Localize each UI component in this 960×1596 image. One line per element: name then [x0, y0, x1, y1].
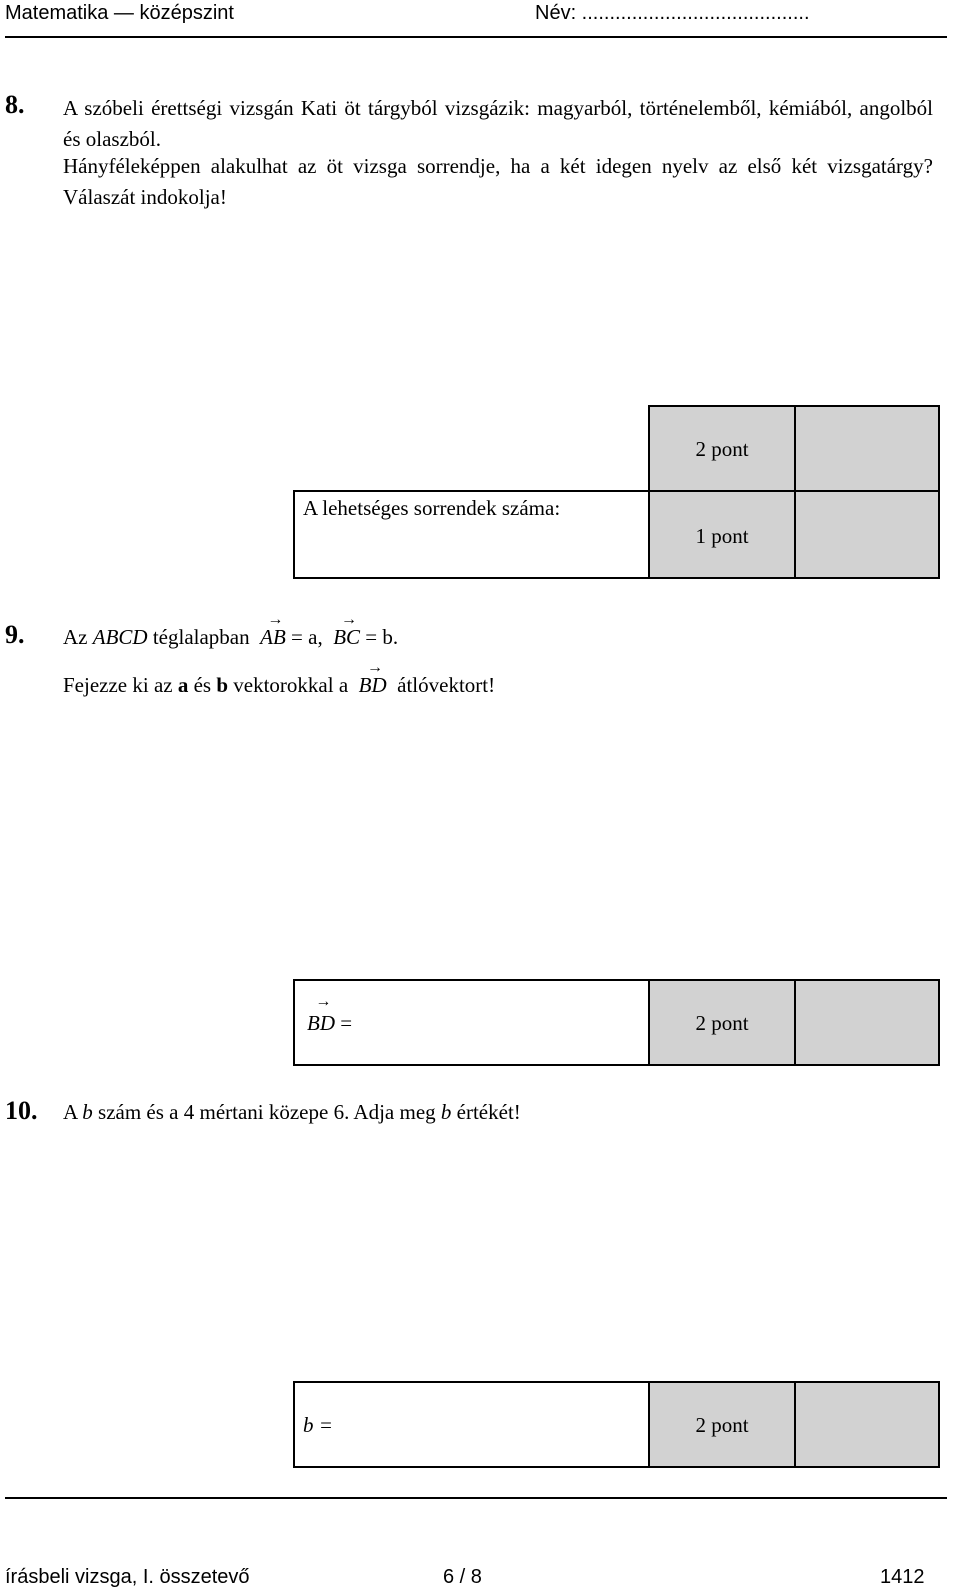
- question-9-text-1: [63, 611, 399, 653]
- footer-code: 1412: [880, 1566, 925, 1588]
- q9-line2-suffix: átlóvektort!: [397, 673, 496, 697]
- question-8-points-2: 1 pont: [695, 524, 749, 548]
- q10-var-b-2: b: [440, 1100, 452, 1124]
- question-10-answer-label: b =: [303, 1413, 333, 1437]
- header-subject: Matematika — középszint: [5, 2, 234, 24]
- question-10-score-cell[interactable]: [794, 1381, 940, 1468]
- question-8-text-2: Hányféleképpen alakulhat az öt vizsga sorrendje, ha a két idegen nyelv az első két vizsgatárgy? Válaszát indokolja!: [63, 154, 933, 209]
- question-8-score-cell-2[interactable]: [794, 490, 940, 579]
- question-8-points-cell-1: [648, 405, 796, 494]
- question-8-answer-box[interactable]: [293, 490, 652, 579]
- footer-rule: [5, 1497, 947, 1499]
- question-8-number: 8.: [5, 90, 25, 119]
- question-9-number: 9.: [5, 620, 25, 649]
- question-10-text: A b szám és a 4 mértani közepe 6. Adja meg b értékét!: [63, 1100, 521, 1124]
- vector-ab: → AB: [260, 611, 286, 649]
- footer-left: írásbeli vizsga, I. összetevő: [5, 1566, 250, 1588]
- answer-vector-bd: → BD: [307, 993, 335, 1035]
- question-9-answer-box[interactable]: [293, 979, 652, 1066]
- question-10-number: 10.: [5, 1096, 38, 1125]
- header-name-field: Név: .........................................: [535, 2, 810, 24]
- question-8-text-1: A szóbeli érettségi vizsgán Kati öt tárgyból vizsgázik: magyarból, történelemből, kémiából, angolból és olaszból.: [63, 96, 933, 151]
- question-9-answer-label: → BD =: [307, 993, 353, 1035]
- vector-bc: → BC: [333, 611, 361, 649]
- q9-b: b: [216, 673, 229, 697]
- question-10-points-cell: [648, 1381, 796, 1468]
- question-9-points: 2 pont: [695, 1011, 749, 1035]
- question-10-points: 2 pont: [695, 1413, 749, 1437]
- q10-var-b: b: [82, 1100, 93, 1124]
- q9-es: és: [193, 673, 212, 697]
- question-8-points-1: 2 pont: [695, 437, 749, 461]
- q9-line2-mid: vektorokkal a: [233, 673, 349, 697]
- question-8-score-cell-1[interactable]: [794, 405, 940, 494]
- question-8-answer-label: A lehetséges sorrendek száma:: [303, 496, 561, 520]
- question-9-score-cell[interactable]: [794, 979, 940, 1066]
- question-8-points-cell-2: [648, 490, 796, 579]
- question-9-text-2: [63, 659, 496, 701]
- header-rule: [5, 36, 947, 38]
- footer-page-number: 6 / 8: [443, 1566, 482, 1588]
- q9-line2-prefix: Fejezze ki az: [63, 673, 173, 697]
- q9-a: a: [177, 673, 189, 697]
- q9-eq-a: = a,: [291, 625, 323, 649]
- q9-rect-name: ABCD: [92, 625, 148, 649]
- q9-text-prefix: Az: [63, 625, 88, 649]
- q9-text-mid: téglalapban: [152, 625, 250, 649]
- question-9-points-cell: [648, 979, 796, 1066]
- vector-bd: → BD: [358, 659, 387, 697]
- question-10-answer-box[interactable]: [293, 1381, 652, 1468]
- q9-eq-b: = b.: [365, 625, 399, 649]
